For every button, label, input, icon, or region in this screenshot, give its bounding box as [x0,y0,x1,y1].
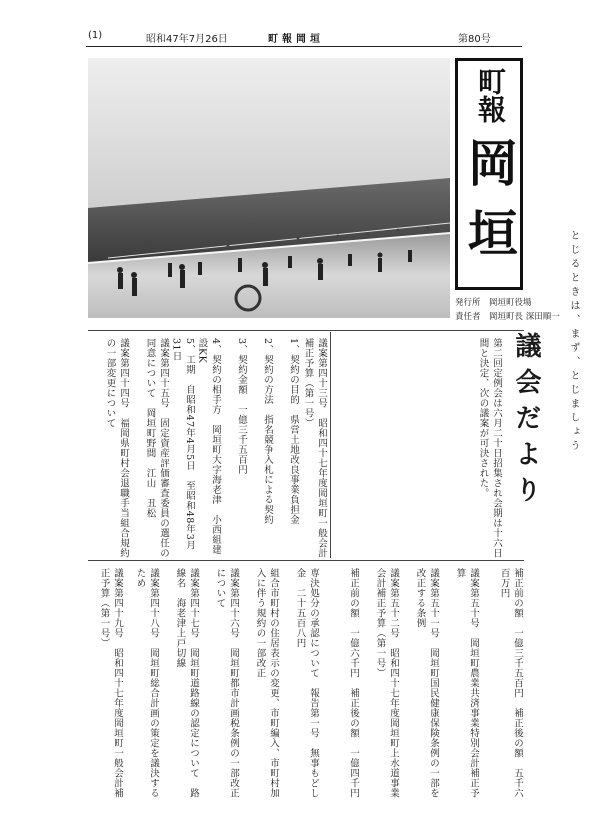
article-column-13: 議案第五十二号 昭和四十七年度岡垣町上水道事業会計補正予算（第一号） [374,568,399,798]
article-column-7: 5、工期 自昭和47年4月5日 至昭和48年3月31日 [170,338,195,551]
page-number: (1) [88,30,103,41]
article-column-6: 4、契約の相手方 岡垣町大字海老津 小西組建設KK [196,338,221,555]
issue-date: 昭和47年7月26日 [146,34,228,45]
editor-label: 責任者 [455,312,481,322]
article-column-4: 2、契約の方法 指名競争入札による契約 [262,338,273,525]
header-rule [86,46,522,47]
publisher-value: 岡垣町役場 [489,298,532,308]
article-column-14: 補正前の額 一億六千円 補正後の額 一億四千円 [348,568,359,798]
tier-rule-2 [88,560,524,561]
article-column-15: 専決処分の承認について 報告第一号 無事もどし金 二十五百八円 [294,568,319,798]
beach-photo [88,58,450,318]
article-column-3: 1、契約の目的 県営土地改良事業負担金 [288,338,299,525]
publication-name: 町報岡垣 [268,34,324,45]
article-column-17: 議案第四十六号 岡垣町都市計画税条例の一部改正について [214,568,239,798]
article-column-8: 議案第四十五号 固定資産評価審査委員の選任の同意について 岡垣町野間 江山 丑松 [144,338,169,558]
article-column-18: 議案第四十七号 岡垣町道路線の認定について 路線名 海老津上戸切線 [174,568,199,798]
article-column-20: 議案第四十九号 昭和四十七年度岡垣町一般会計補正予算（第一号） [98,568,123,798]
binding-instruction: とじるときは、まず、とじましょう [568,230,579,454]
masthead-char-1: 岡 [460,137,519,187]
issue-number: 第80号 [458,34,491,45]
masthead [455,58,523,290]
article-column-1: 第二回定例会は六月二十日招集され会期は十六日間と決定、次の議案が可決された。 [477,338,502,558]
running-header [88,30,518,46]
article-column-9: 議案第四十四号 福岡県町村会退職手当組合規約の一部変更について [104,338,129,558]
article-column-11: 議案第五十号 岡垣町農業共済事業特別会計補正予算 [454,568,479,798]
article-column-16: 組合市町村の住居表示の変更、市町編入、市町村加入に伴う規約の一部改正 [254,568,279,798]
masthead-char-2: 垣 [460,207,519,257]
editor-value: 岡垣町長 深田順一 [489,312,560,322]
column-divider [330,332,331,558]
article-column-10: 補正前の額 一億三千五百円 補正後の額 五千六百万円 [498,568,523,798]
article-column-12: 議案第五十一号 岡垣町国民健康保険条例の一部を改正する条例 [414,568,439,798]
masthead-top: 町報 [474,67,507,123]
publisher-info [455,296,560,322]
article-title: 議会だより [511,332,541,512]
article-column-2: 議案第四十三号 昭和四十七年度岡垣町一般会計補正予算（第一号） [302,338,327,558]
publisher-label: 発行所 [455,298,481,308]
tier-rule-1 [88,330,524,331]
article-column-5: 3、契約金額 一億三千五百円 [236,338,247,475]
article-column-19: 議案第四十八号 岡垣町総合計画の策定を議決するため [134,568,159,798]
